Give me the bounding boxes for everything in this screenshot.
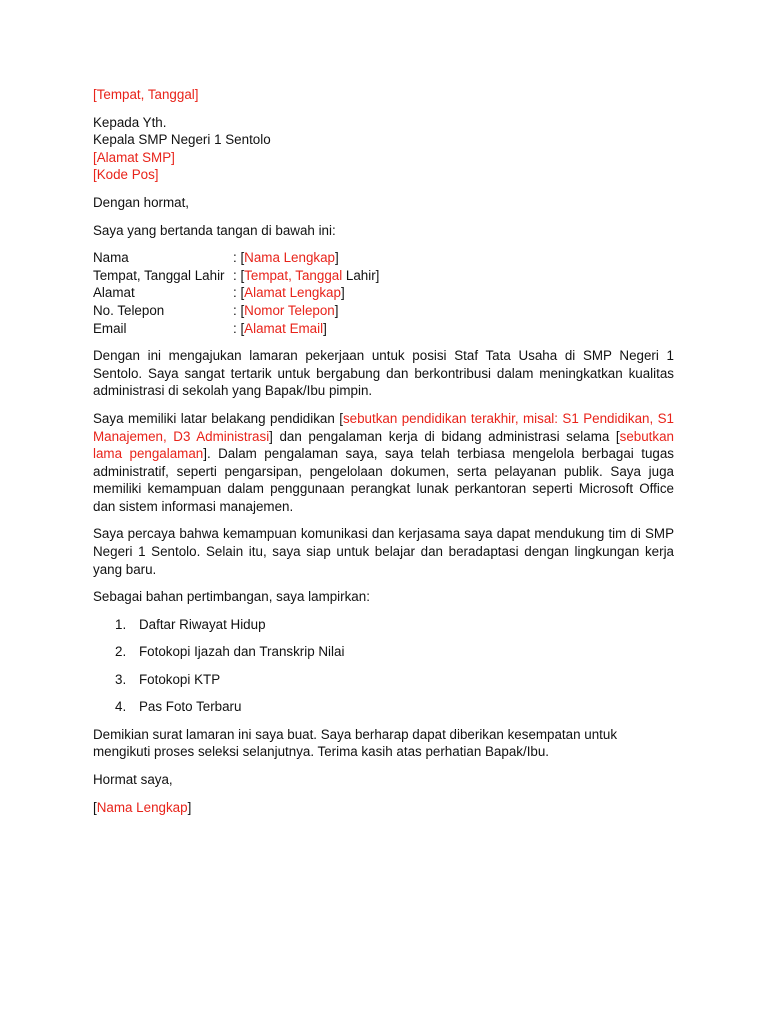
field-label: Email xyxy=(93,320,127,336)
intro-line: Saya yang bertanda tangan di bawah ini: xyxy=(93,222,336,238)
paragraph-background: Saya memiliki latar belakang pendidikan [sebutkan pendidikan terakhir, misal: S1 Pendidikan, S1 Manajemen, D3 Administrasi] dan pengalaman kerja di bidang administrasi selama [sebutkan lama pengalaman]. Dalam pengalaman saya, saya telah terbiasa mengelola berbagai tugas administratif, seperti pengarsipan, pengelolaan dokumen, serta pelayanan publik. Saya juga memiliki kemampuan dalam penggunaan perangkat lunak perkantoran seperti Microsoft Office dan sistem informasi manajemen. xyxy=(93,410,674,514)
attachments-list xyxy=(93,616,674,726)
field-row-birth xyxy=(93,267,674,285)
field-label: Alamat xyxy=(93,285,135,301)
list-item: 4. Pas Foto Terbaru xyxy=(115,699,242,715)
personal-info-fields xyxy=(93,249,674,337)
list-item: 1. Daftar Riwayat Hidup xyxy=(115,616,266,632)
field-row-phone xyxy=(93,302,674,320)
attachments-intro: Sebagai bahan pertimbangan, saya lampirkan: xyxy=(93,589,370,605)
letter-body xyxy=(93,86,674,816)
recipient-line-2: Kepala SMP Negeri 1 Sentolo xyxy=(93,132,271,148)
field-row-email xyxy=(93,320,674,338)
recipient-line-1: Kepada Yth. xyxy=(93,114,167,130)
field-value: : [Alamat Lengkap] xyxy=(233,285,345,301)
sign-off: Hormat saya, xyxy=(93,772,173,788)
recipient-block xyxy=(93,114,674,184)
field-row-address xyxy=(93,284,674,302)
recipient-address: [Alamat SMP] xyxy=(93,149,175,165)
field-label: Nama xyxy=(93,250,129,266)
list-item: 3. Fotokopi KTP xyxy=(115,671,221,687)
field-row-name xyxy=(93,249,674,267)
field-value: : [Nomor Telepon] xyxy=(233,302,339,318)
place-date: [Tempat, Tanggal] xyxy=(93,87,199,102)
field-label: No. Telepon xyxy=(93,302,165,318)
greeting: Dengan hormat, xyxy=(93,194,190,210)
field-label: Tempat, Tanggal Lahir xyxy=(93,267,225,283)
paragraph-teamwork: Saya percaya bahwa kemampuan komunikasi dan kerjasama saya dapat mendukung tim di SMP Negeri 1 Sentolo. Selain itu, saya siap untuk belajar dan beradaptasi dengan lingkungan kerja yang baru. xyxy=(93,526,674,577)
list-item: 2. Fotokopi Ijazah dan Transkrip Nilai xyxy=(115,644,345,660)
recipient-postcode: [Kode Pos] xyxy=(93,167,159,183)
paragraph-application: Dengan ini mengajukan lamaran pekerjaan untuk posisi Staf Tata Usaha di SMP Negeri 1 Sentolo. Saya sangat tertarik untuk bergabung dan berkontribusi dalam meningkatkan kualitas administrasi di sekolah yang Bapak/Ibu pimpin. xyxy=(93,348,674,399)
field-value: : [Alamat Email] xyxy=(233,320,327,336)
signature-name: [Nama Lengkap] xyxy=(93,799,192,815)
field-value: : [Nama Lengkap] xyxy=(233,250,339,266)
paragraph-closing: Demikian surat lamaran ini saya buat. Saya berharap dapat diberikan kesempatan untuk mengikuti proses seleksi selanjutnya. Terima kasih atas perhatian Bapak/Ibu. xyxy=(93,726,618,760)
field-value: : [Tempat, Tanggal Lahir] xyxy=(233,267,380,283)
